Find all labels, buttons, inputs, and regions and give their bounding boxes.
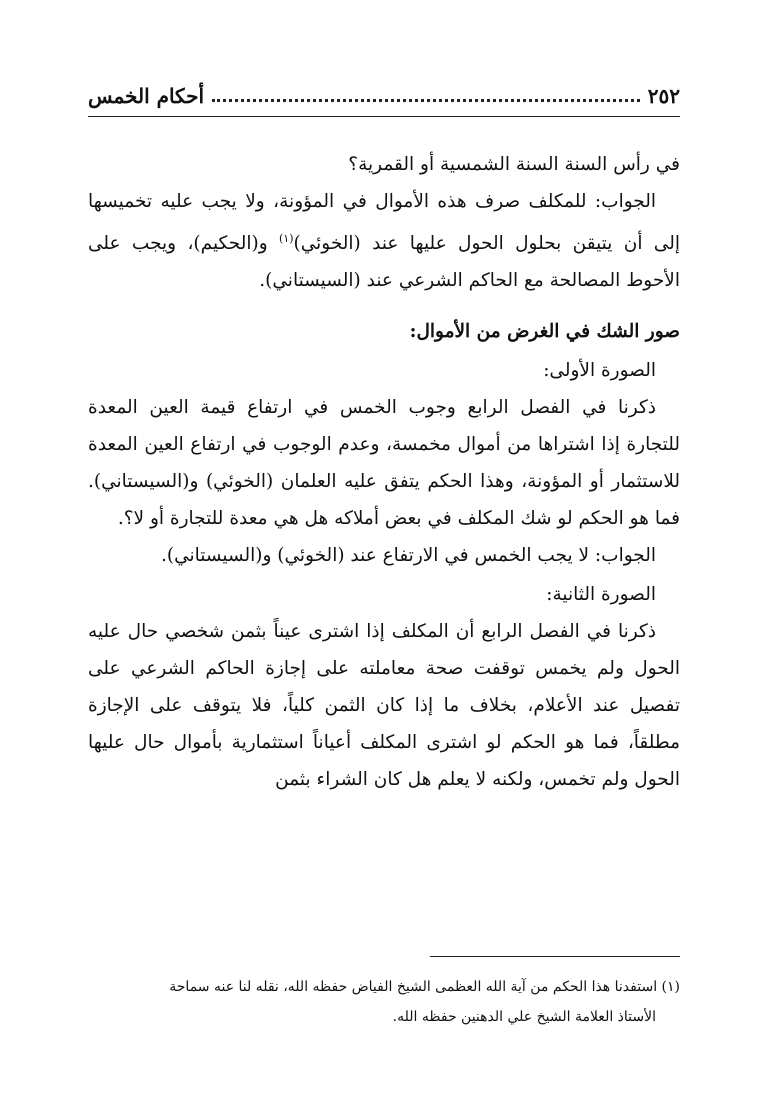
paragraph-answer-2: الجواب: لا يجب الخمس في الارتفاع عند (الخوئي) و(السيستاني). — [160, 545, 656, 567]
running-title: أحكام الخمس — [88, 84, 205, 108]
body-text — [88, 146, 680, 798]
answer-1-text: الجواب: للمكلف صرف هذه الأموال في المؤونة، ولا يجب عليه تخميسها إلى أن يتيقن بحلول الحول عليها عند (الخوئي) — [88, 191, 680, 255]
footnote-line-1: (١) استفدنا هذا الحكم من آية الله العظمى الشيخ الفياض حفظه الله، نقله لنا عنه سماحة — [169, 979, 680, 995]
paragraph-answer-1 — [88, 183, 680, 299]
leader-dots — [212, 99, 640, 102]
paragraph-case-2: ذكرنا في الفصل الرابع أن المكلف إذا اشترى عيناً بثمن شخصي حال عليه الحول ولم يخمس توقفت صحة معاملته على إجازة الحاكم الشرعي على تفصيل عند الأعلام، بخلاف ما إذا كان الثمن كلياً، فلا يتوقف على الإجازة مطلقاً، فما هو الحكم لو اشترى المكلف أعياناً استثمارية بأموال حال عليها الحول ولم تخمس، ولكنه لا يعلم هل كان الشراء بثمن — [88, 621, 680, 791]
footnote — [88, 972, 680, 1032]
paragraph-question-continuation: في رأس السنة السنة الشمسية أو القمرية؟ — [348, 154, 680, 175]
page-header — [88, 84, 680, 117]
page-number: ٢٥٢ — [647, 84, 680, 108]
case-2-label: الصورة الثانية: — [546, 584, 656, 606]
case-1-label: الصورة الأولى: — [543, 360, 656, 382]
footnote-line-2: الأستاذ العلامة الشيخ علي الدهنين حفظه الله. — [392, 1009, 656, 1025]
footnote-ref: (١) — [278, 232, 294, 245]
answer-1-text-cont: و(الحكيم)، ويجب على الأحوط المصالحة مع الحاكم الشرعي عند (السيستاني). — [88, 233, 680, 292]
paragraph-case-1: ذكرنا في الفصل الرابع وجوب الخمس في ارتفاع قيمة العين المعدة للتجارة إذا اشتراها من أموال مخمسة، وعدم الوجوب في ارتفاع العين المعدة للاستثمار أو المؤونة، وهذا الحكم يتفق عليه العلمان (الخوئي) و(السيستاني). فما هو الحكم لو شك المكلف في بعض أملاكه هل هي معدة للتجارة أو لا؟. — [88, 397, 680, 530]
section-heading: صور الشك في الغرض من الأموال: — [409, 321, 680, 343]
footnote-divider — [430, 956, 680, 957]
